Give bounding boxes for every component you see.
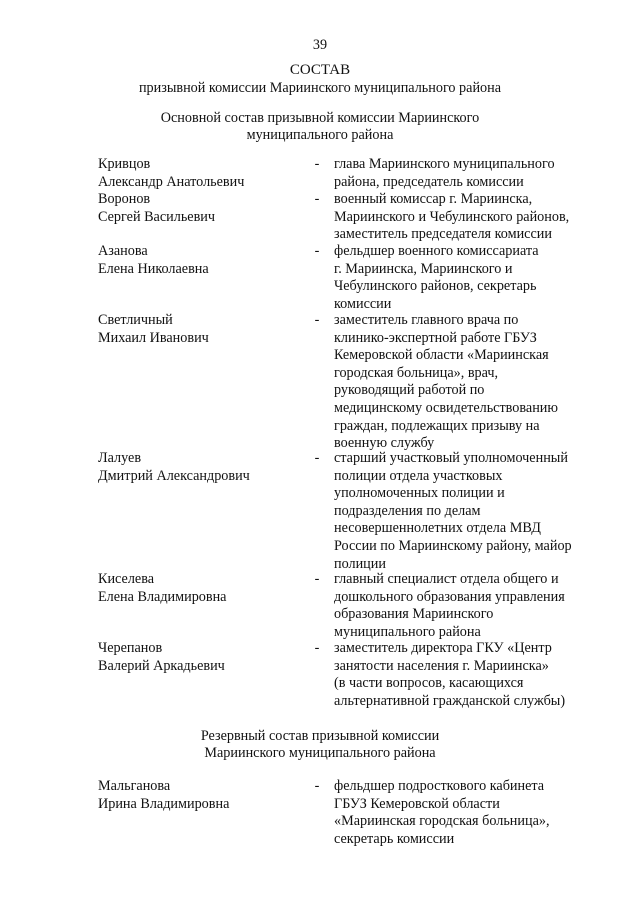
member-dash: - (314, 640, 320, 656)
member-given-names: Александр Анатольевич (98, 173, 245, 190)
description-line: медицинскому освидетельствованию (334, 399, 558, 416)
member-name (98, 571, 318, 606)
member-description (334, 571, 599, 641)
member-name (98, 312, 318, 347)
description-line: руководящий работой по (334, 382, 485, 399)
member-name (98, 640, 318, 675)
member-surname: Кривцов (98, 156, 151, 172)
reserve-section-heading-line1: Резервный состав призывной комиссии (200, 728, 440, 744)
reserve-section-heading-line2: Мариинского муниципального района (204, 745, 436, 761)
member-given-names: Ирина Владимировна (98, 795, 230, 812)
description-line: глава Мариинского муниципального (334, 156, 555, 172)
description-line: Кемеровской области «Мариинская (334, 347, 549, 364)
description-line: фельдшер подросткового кабинета (334, 778, 545, 794)
member-surname: Мальганова (98, 778, 171, 794)
member-description (334, 640, 599, 710)
description-line: (в части вопросов, касающихся (334, 675, 524, 692)
description-line: клинико-экспертной работе ГБУЗ (334, 329, 537, 346)
member-surname: Воронов (98, 191, 151, 207)
member-surname: Азанова (98, 243, 148, 259)
member-name (98, 450, 318, 485)
member-surname: Киселева (98, 571, 155, 587)
description-line: заместитель директора ГКУ «Центр (334, 640, 552, 656)
description-line: района, председатель комиссии (334, 173, 524, 190)
member-description (334, 450, 599, 573)
description-line: ГБУЗ Кемеровской области (334, 795, 500, 812)
description-line: занятости населения г. Мариинска» (334, 657, 549, 674)
description-line: главный специалист отдела общего и (334, 571, 559, 587)
member-surname: Лалуев (98, 450, 142, 466)
member-given-names: Дмитрий Александрович (98, 467, 250, 484)
member-dash: - (314, 156, 320, 172)
member-dash: - (314, 243, 320, 259)
description-line: г. Мариинска, Мариинского и (334, 260, 513, 277)
description-line: военный комиссар г. Мариинска, (334, 191, 533, 207)
description-line: граждан, подлежащих призыву на (334, 417, 540, 434)
description-line: России по Мариинскому району, майор (334, 537, 572, 554)
description-line: Чебулинского районов, секретарь (334, 278, 537, 295)
description-line: старший участковый уполномоченный (334, 450, 568, 466)
description-line: Мариинского и Чебулинского районов, (334, 208, 570, 225)
description-line: заместитель председателя комиссии (334, 226, 552, 243)
member-description (334, 312, 599, 453)
member-surname: Светличный (98, 312, 173, 328)
member-description (334, 243, 599, 313)
member-description (334, 191, 599, 244)
description-line: полиции отдела участковых (334, 467, 503, 484)
member-name (98, 191, 318, 226)
member-dash: - (314, 571, 320, 587)
description-line: фельдшер военного комиссариата (334, 243, 539, 259)
description-line: несовершеннолетних отдела МВД (334, 520, 541, 537)
member-given-names: Валерий Аркадьевич (98, 657, 225, 674)
description-line: «Мариинская городская больница», (334, 813, 550, 830)
page-number: 39 (312, 37, 328, 53)
description-line: подразделения по делам (334, 502, 481, 519)
description-line: альтернативной гражданской службы) (334, 692, 566, 709)
main-section-heading-line1: Основной состав призывной комиссии Мариинского (160, 110, 480, 126)
member-surname: Черепанов (98, 640, 163, 656)
member-dash: - (314, 312, 320, 328)
member-description (334, 778, 599, 848)
description-line: образования Мариинского (334, 606, 494, 623)
description-line: городская больница», врач, (334, 364, 499, 381)
document-title: СОСТАВ (289, 62, 351, 78)
document-subtitle: призывной комиссии Мариинского муниципального района (138, 80, 502, 96)
member-given-names: Михаил Иванович (98, 329, 209, 346)
member-name (98, 156, 318, 191)
member-dash: - (314, 450, 320, 466)
member-dash: - (314, 191, 320, 207)
member-name (98, 778, 318, 813)
member-dash: - (314, 778, 320, 794)
member-name (98, 243, 318, 278)
description-line: военную службу (334, 435, 435, 452)
description-line: уполномоченных полиции и (334, 485, 505, 502)
description-line: заместитель главного врача по (334, 312, 519, 328)
member-given-names: Сергей Васильевич (98, 208, 216, 225)
member-given-names: Елена Владимировна (98, 588, 227, 605)
main-section-heading-line2: муниципального района (246, 127, 394, 143)
description-line: секретарь комиссии (334, 830, 455, 847)
description-line: полиции (334, 555, 386, 572)
description-line: комиссии (334, 295, 392, 312)
member-given-names: Елена Николаевна (98, 260, 209, 277)
member-description (334, 156, 599, 191)
description-line: дошкольного образования управления (334, 588, 565, 605)
description-line: муниципального района (334, 623, 481, 640)
